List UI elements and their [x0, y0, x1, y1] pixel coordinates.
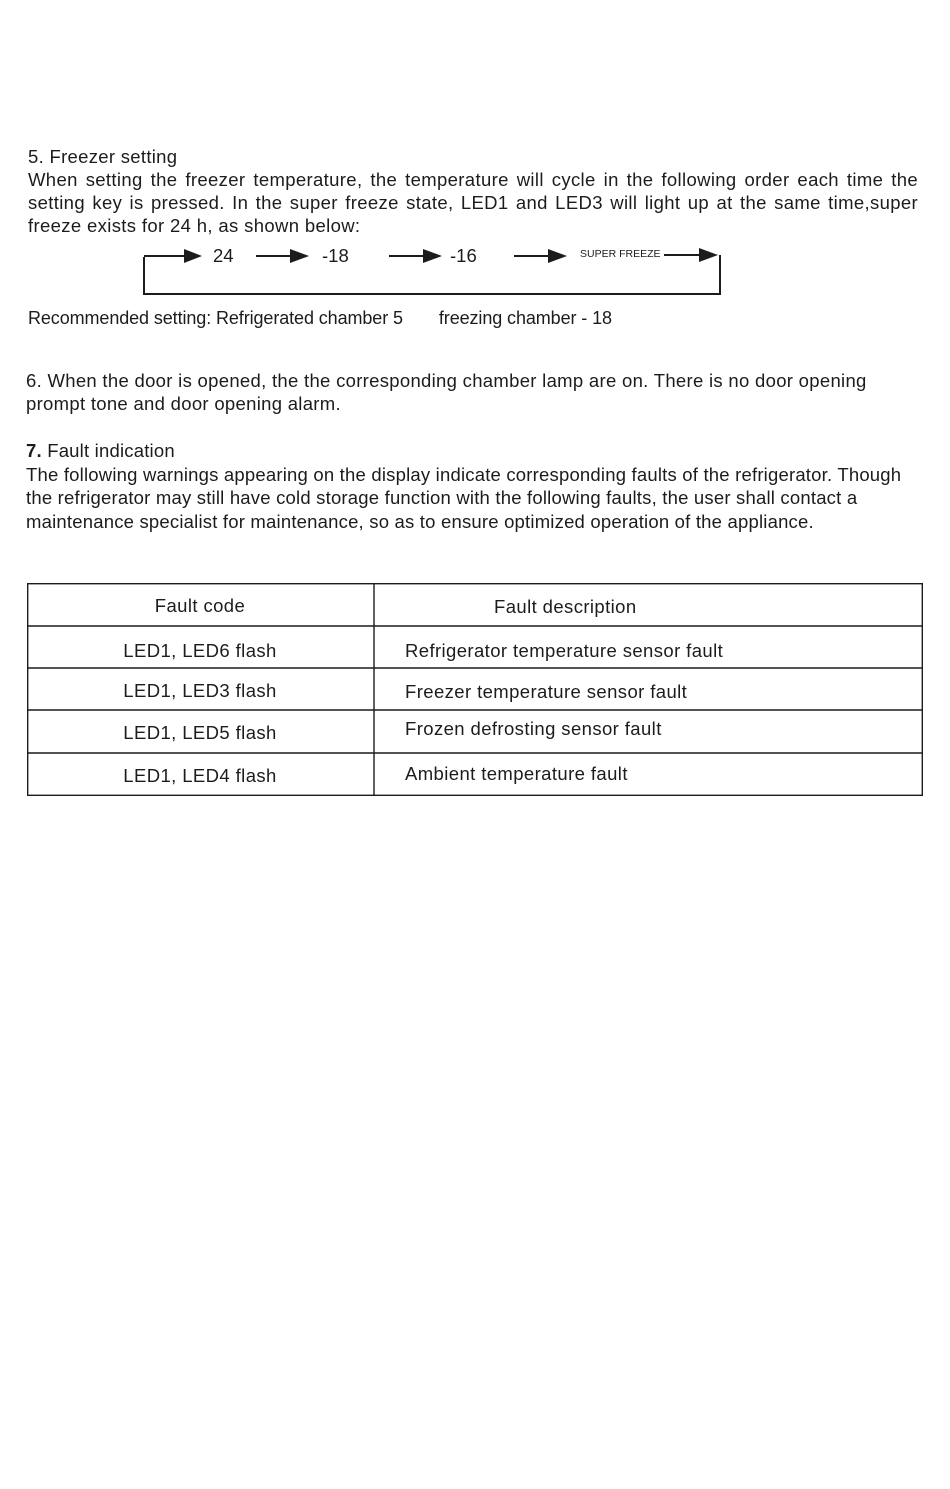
section-door-open: 6. When the door is opened, the the corresponding chamber lamp are on. There is no door opening prompt tone and door opening alarm.: [26, 370, 867, 414]
recommended-setting: [28, 308, 612, 329]
fault-description-cell: Frozen defrosting sensor fault: [405, 718, 662, 739]
cycle-step-label: 24: [213, 245, 234, 266]
fault-code-cell: LED1, LED3 flash: [123, 680, 277, 701]
cycle-return-line: [144, 255, 720, 294]
fault-description-cell: Freezer temperature sensor fault: [405, 681, 688, 702]
fault-code-cell: LED1, LED4 flash: [123, 765, 277, 786]
cycle-step-label: SUPER FREEZE: [580, 248, 661, 260]
recommended-freezing: freezing chamber - 18: [438, 308, 612, 328]
cycle-arrow: [389, 249, 442, 263]
cycle-step-label: -16: [450, 245, 477, 266]
table-header-fault-code: Fault code: [154, 595, 246, 616]
fault-description-cell: Refrigerator temperature sensor fault: [405, 640, 724, 661]
table-header-fault-description: Fault description: [494, 596, 637, 617]
cycle-arrow: [664, 248, 718, 262]
cycle-arrow: [514, 249, 567, 263]
cycle-arrow: [144, 249, 202, 263]
section-body: The following warnings appearing on the display indicate corresponding faults of the refrigerator. Though the refrigerator may still have cold storage function with the following faults, the user shall contact a maintenance specialist for maintenance, so as to ensure optimized operation of the appliance.: [26, 463, 902, 532]
fault-table: [27, 583, 923, 796]
cycle-arrow: [256, 249, 309, 263]
fault-code-cell: LED1, LED6 flash: [123, 640, 277, 661]
fault-description-cell: Ambient temperature fault: [405, 763, 628, 784]
section-body: When setting the freezer temperature, the temperature will cycle in the following order each time the setting key is pressed. In the super freeze state, LED1 and LED3 will light up at the same time,super freeze exists for 24 h, as shown below:: [28, 169, 918, 236]
section-title-text: Fault indication: [47, 440, 175, 461]
section-freezer-setting: [28, 145, 918, 237]
section-fault-indication: [26, 439, 928, 533]
cycle-step-label: -18: [322, 245, 349, 266]
section-title: [26, 439, 928, 463]
section-number: 7.: [26, 440, 42, 461]
section-title: 5. Freezer setting: [28, 146, 178, 167]
recommended-refrigerated: Recommended setting: Refrigerated chamber 5: [28, 308, 403, 328]
fault-code-cell: LED1, LED5 flash: [123, 722, 277, 743]
